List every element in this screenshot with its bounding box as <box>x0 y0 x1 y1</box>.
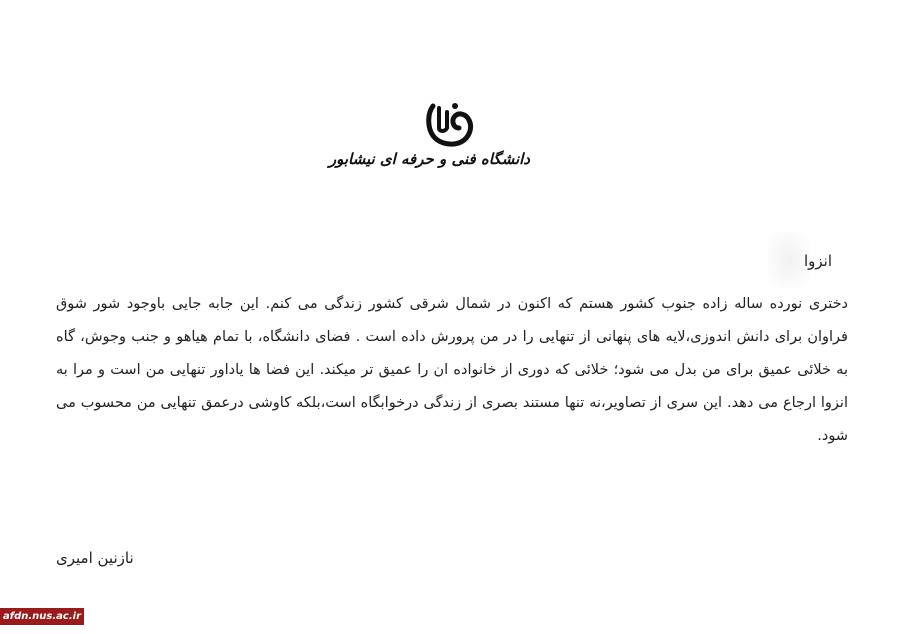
article-title: انزوا <box>803 252 832 270</box>
university-emblem-icon <box>425 100 475 150</box>
university-name: دانشگاه فنی و حرفه ای نیشابور <box>328 150 530 168</box>
university-logo <box>328 100 530 190</box>
source-watermark: afdn.nus.ac.ir <box>0 608 84 625</box>
article-body: دختری نورده ساله زاده جنوب کشور هستم که اکنون در شمال شرقی کشور زندگی می کنم. این جابه جایی باوجود شور شوق فراوان برای دانش اندوزی،لایه های پنهانی از تنهایی را در من پرورش داده است . فضای دانشگاه، با تمام هیاهو و جنب وجوش، گاه به خلائی عمیق برای من بدل می شود؛ خلائی که دوری از خانواده ان را عمیق تر میکند. این فضا ها یاداور تنهایی من است و مرا به انزوا ارجاع می دهد. این سری از تصاویر،نه تنها مستند بصری از زندگی درخوابگاه است،بلکه کاوشی درعمق تنهایی من محسوب می شود. <box>56 296 848 444</box>
author-name: نازنین امیری <box>56 549 134 567</box>
